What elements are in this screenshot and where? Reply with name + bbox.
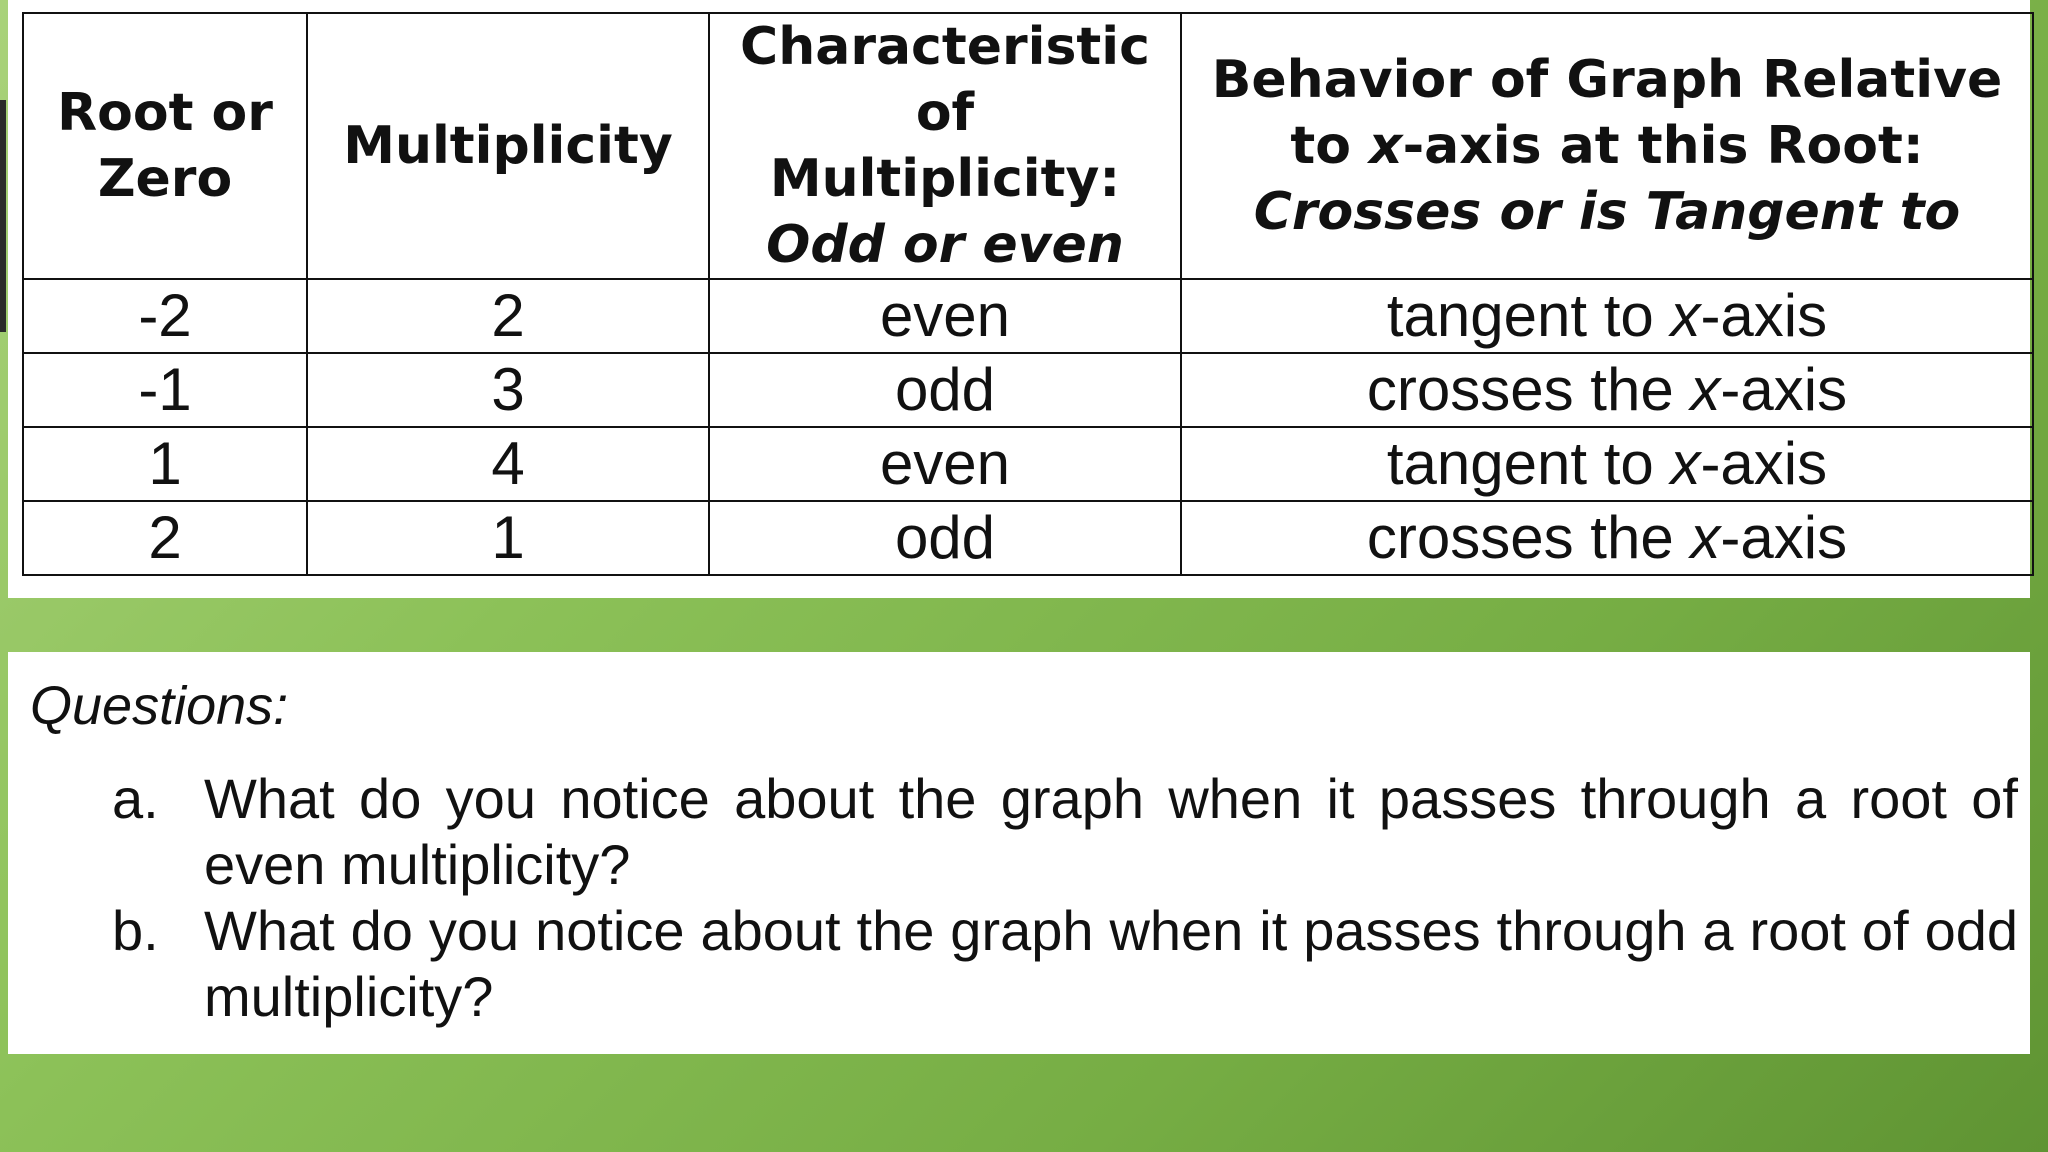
cell-parity: odd [709,501,1181,575]
behavior-axis: -axis [1700,430,1828,497]
table-panel [8,0,2030,598]
behavior-x: x [1670,430,1701,497]
question-text: What do you notice about the graph when it passes through a root of even multiplicity? [204,767,2018,896]
multiplicity-table [22,12,2034,576]
table-row [23,279,2033,353]
header-multiplicity: Multiplicity [307,13,709,279]
header-characteristic-line-3: Multiplicity: [769,149,1121,209]
cell-root: -1 [23,353,307,427]
header-behavior-x: x [1369,116,1403,176]
cell-parity: odd [709,353,1181,427]
cell-behavior [1181,353,2033,427]
behavior-x: x [1690,356,1721,423]
header-characteristic-line-2: of [915,83,975,143]
cell-parity: even [709,427,1181,501]
questions-list [112,766,2018,1030]
question-item [112,898,2018,1030]
behavior-text: crosses the [1366,504,1691,571]
cell-behavior [1181,279,2033,353]
header-root-line-2: Zero [97,149,233,209]
left-edge-bar [0,100,6,332]
questions-panel [8,652,2030,1054]
table-row [23,501,2033,575]
cell-behavior [1181,427,2033,501]
header-characteristic [709,13,1181,279]
behavior-x: x [1670,282,1701,349]
behavior-axis: -axis [1720,356,1848,423]
behavior-x: x [1690,504,1721,571]
cell-behavior [1181,501,2033,575]
question-marker: a. [112,767,159,830]
behavior-axis: -axis [1720,504,1848,571]
header-behavior-line-3: Crosses or is Tangent to [1253,182,1961,242]
header-behavior-line-1: Behavior of Graph Relative [1211,50,2003,110]
cell-multiplicity: 3 [307,353,709,427]
header-behavior-line-2 [1182,113,2032,179]
header-root-line-1: Root or [57,83,273,143]
cell-multiplicity: 2 [307,279,709,353]
table-row [23,353,2033,427]
behavior-text: tangent to [1386,282,1671,349]
behavior-text: crosses the [1366,356,1691,423]
cell-parity: even [709,279,1181,353]
header-row [23,13,2033,279]
header-behavior-axis-root: -axis at this Root: [1402,116,1924,176]
header-characteristic-line-4: Odd or even [766,215,1124,275]
cell-multiplicity: 1 [307,501,709,575]
questions-title: Questions: [30,676,289,736]
question-text: What do you notice about the graph when it passes through a root of odd multiplicity? [204,899,2018,1028]
behavior-text: tangent to [1386,430,1671,497]
header-behavior [1181,13,2033,279]
table-row [23,427,2033,501]
cell-root: -2 [23,279,307,353]
question-item [112,766,2018,898]
header-characteristic-line-1: Characteristic [740,17,1150,77]
header-behavior-to: to [1290,116,1370,176]
behavior-axis: -axis [1700,282,1828,349]
cell-multiplicity: 4 [307,427,709,501]
question-marker: b. [112,899,159,962]
cell-root: 2 [23,501,307,575]
header-root-or-zero [23,13,307,279]
cell-root: 1 [23,427,307,501]
